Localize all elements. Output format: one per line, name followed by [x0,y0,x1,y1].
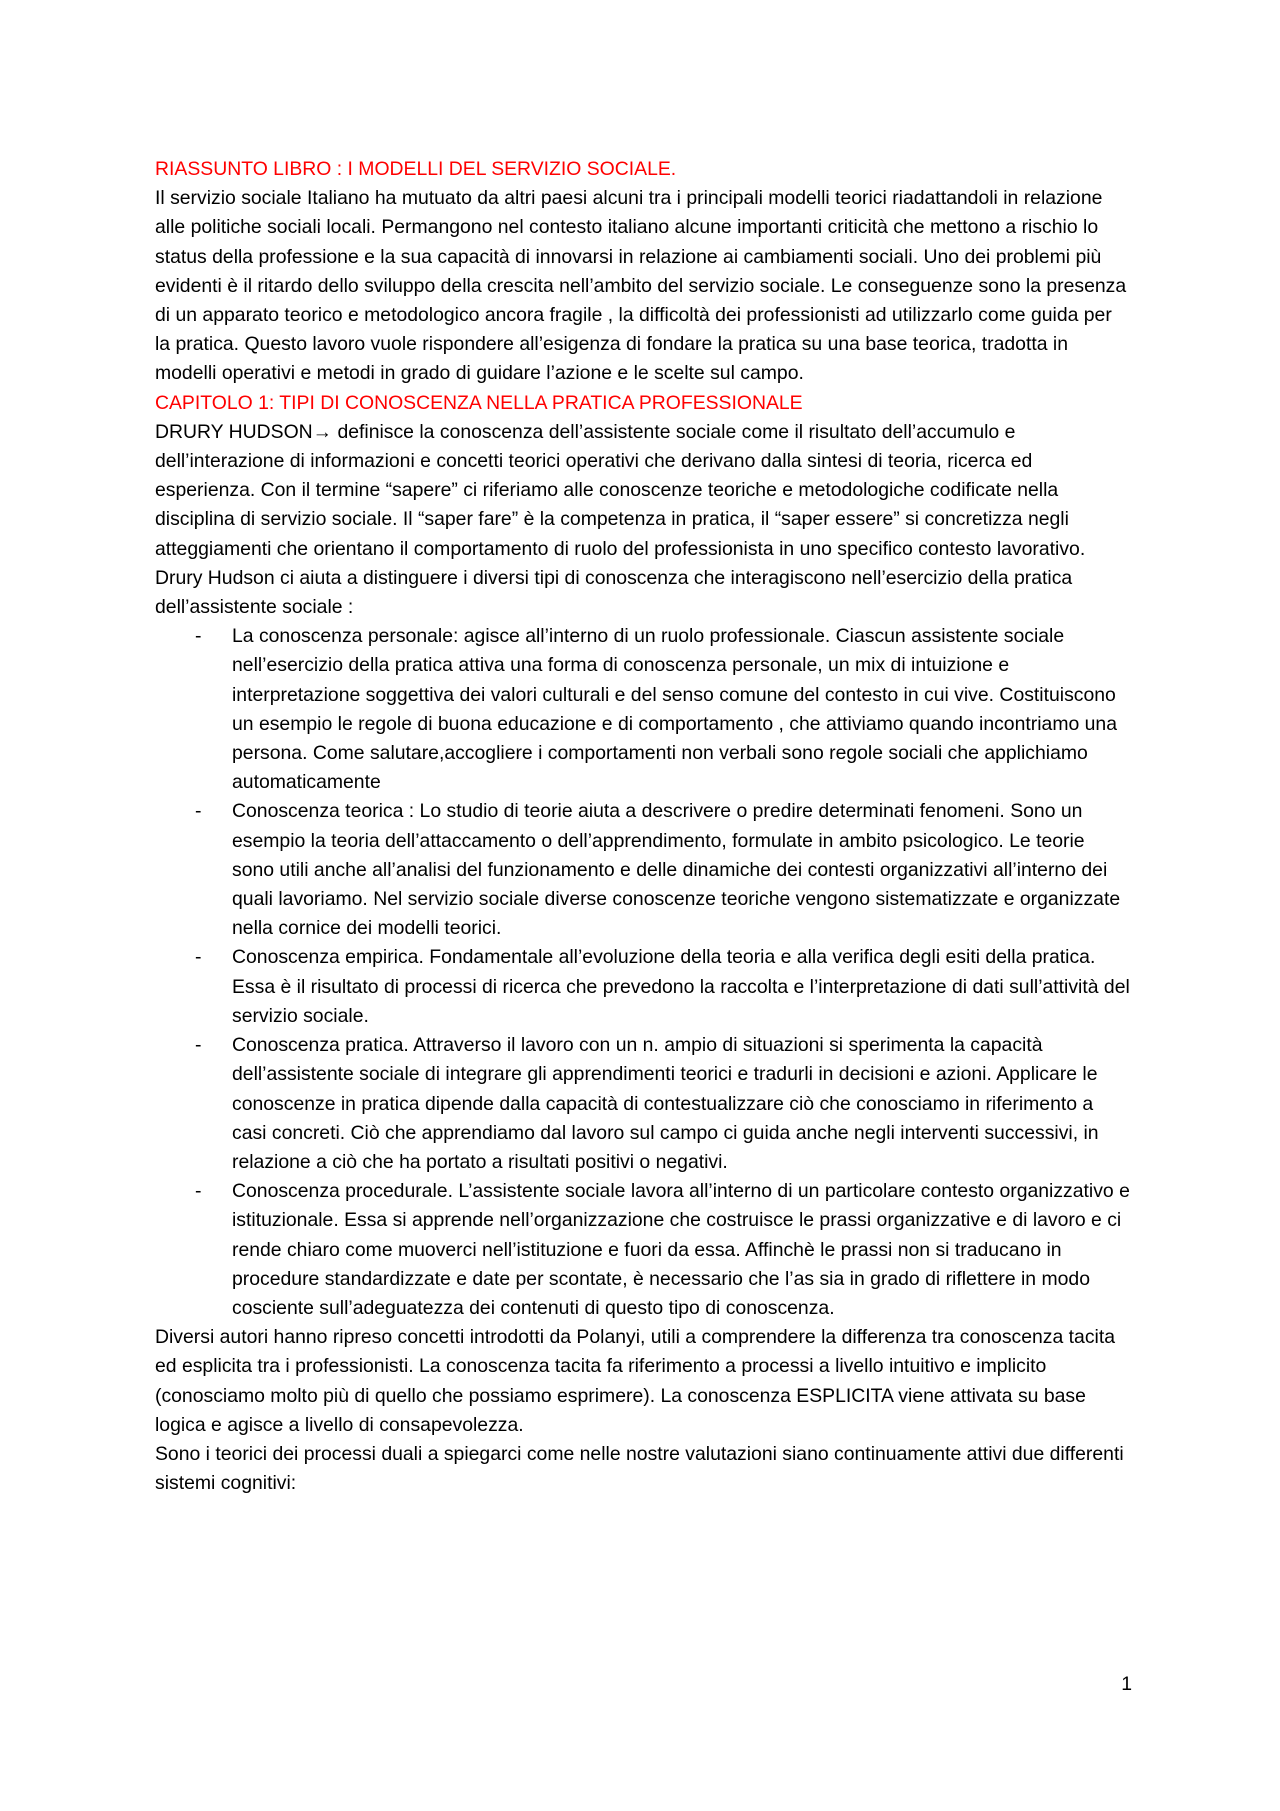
intro-paragraph: Il servizio sociale Italiano ha mutuato da altri paesi alcuni tra i principali modelli teorici riadattandoli in relazione alle politiche sociali locali. Permangono nel contesto italiano alcune importanti criticità che mettono a rischio lo status della professione e la sua capacità di innovarsi in relazione ai cambiamenti sociali. Uno dei problemi più evidenti è il ritardo dello sviluppo della crescita nell’ambito del servizio sociale. Le conseguenze sono la presenza di un apparato teorico e metodologico ancora fragile , la difficoltà dei professionisti ad utilizzarlo come guida per la pratica. Questo lavoro vuole rispondere all’esigenza di fondare la pratica su una base teorica, tradotta in modelli operativi e metodi in grado di guidare l’azione e le scelte sul campo. [155,187,1127,385]
bullet-dash: - [195,625,202,648]
list-item [155,1031,1130,1177]
list-item-text: La conoscenza personale: agisce all’interno di un ruolo professionale. Ciascun assistente sociale nell’esercizio della pratica attiva una forma di conoscenza personale, un mix di intuizione e interpretazione soggettiva dei valori culturali e del senso comune del contesto in cui vive. Costituiscono un esempio le regole di buona educazione e di comportamento , che attiviamo quando incontriamo una persona. Come salutare,accogliere i comportamenti non verbali sono regole sociali che applichiamo automaticamente [232,625,1117,794]
bullet-dash: - [195,1180,202,1203]
knowledge-types-list [155,622,1130,1323]
bullet-dash: - [195,946,202,969]
hudson-paragraph: DRURY HUDSON→ definisce la conoscenza dell’assistente sociale come il risultato dell’accumulo e dell’interazione di informazioni e concetti teorici operativi che derivano dalla sintesi di teoria, ricerca ed esperienza. Con il termine “sapere” ci riferiamo alle conoscenze teoriche e metodologiche codificate nella disciplina di servizio sociale. Il “saper fare” è la competenza in pratica, il “saper essere” si concretizza negli atteggiamenti che orientano il comportamento di ruolo del professionista in uno specifico contesto lavorativo. [155,420,1086,560]
list-item [155,797,1130,943]
list-item-text: Conoscenza teorica : Lo studio di teorie aiuta a descrivere o predire determinati fenomeni. Sono un esempio la teoria dell’attaccamento o dell’apprendimento, formulate in ambito psicologico. Le teorie sono utili anche all’analisi del funzionamento e delle dinamiche dei contesti organizzativi all’interno dei quali lavoriamo. Nel servizio sociale diverse conoscenze teoriche vengono sistematizzate e organizzate nella cornice dei modelli teorici. [232,800,1121,940]
document-title: RIASSUNTO LIBRO : I MODELLI DEL SERVIZIO SOCIALE. [155,158,677,180]
bullet-dash: - [195,800,202,823]
list-item [155,622,1130,797]
list-item-text: Conoscenza empirica. Fondamentale all’evoluzione della teoria e alla verifica degli esiti della pratica. Essa è il risultato di processi di ricerca che prevedono la raccolta e l’interpretazione di dati sull’attività del servizio sociale. [232,946,1130,1027]
chapter-heading: CAPITOLO 1: TIPI DI CONOSCENZA NELLA PRATICA PROFESSIONALE [155,391,803,414]
types-intro-paragraph: Drury Hudson ci aiuta a distinguere i diversi tipi di conoscenza che interagiscono nell’esercizio della pratica dell’assistente sociale : [155,566,1073,619]
document-body [155,155,1130,1498]
bullet-dash: - [195,1034,202,1057]
dual-process-paragraph: Sono i teorici dei processi duali a spiegarci come nelle nostre valutazioni siano continuamente attivi due differenti sistemi cognitivi: [155,1442,1124,1495]
list-item [155,1177,1130,1323]
page-number: 1 [1121,1673,1132,1695]
list-item-text: Conoscenza procedurale. L’assistente sociale lavora all’interno di un particolare contesto organizzativo e istituzionale. Essa si apprende nell’organizzazione che costruisce le prassi organizzative e di lavoro e ci rende chiaro come muoverci nell’istituzione e fuori da essa. Affinchè le prassi non si traducano in procedure standardizzate e date per scontate, è necessario che l’as sia in grado di riflettere in modo cosciente sull’adeguatezza dei contenuti di questo tipo di conoscenza. [232,1180,1130,1319]
polanyi-paragraph: Diversi autori hanno ripreso concetti introdotti da Polanyi, utili a comprendere la differenza tra conoscenza tacita ed esplicita tra i professionisti. La conoscenza tacita fa riferimento a processi a livello intuitivo e implicito (conosciamo molto più di quello che possiamo esprimere). La conoscenza ESPLICITA viene attivata su base logica e agisce a livello di consapevolezza. [155,1326,1115,1436]
list-item [155,943,1130,1031]
list-item-text: Conoscenza pratica. Attraverso il lavoro con un n. ampio di situazioni si sperimenta la capacità dell’assistente sociale di integrare gli apprendimenti teorici e tradurli in decisioni e azioni. Applicare le conoscenze in pratica dipende dalla capacità di contestualizzare ciò che conosciamo in riferimento a casi concreti. Ciò che apprendiamo dal lavoro sul campo ci guida anche negli interventi successivi, in relazione a ciò che ha portato a risultati positivi o negativi. [232,1034,1099,1173]
